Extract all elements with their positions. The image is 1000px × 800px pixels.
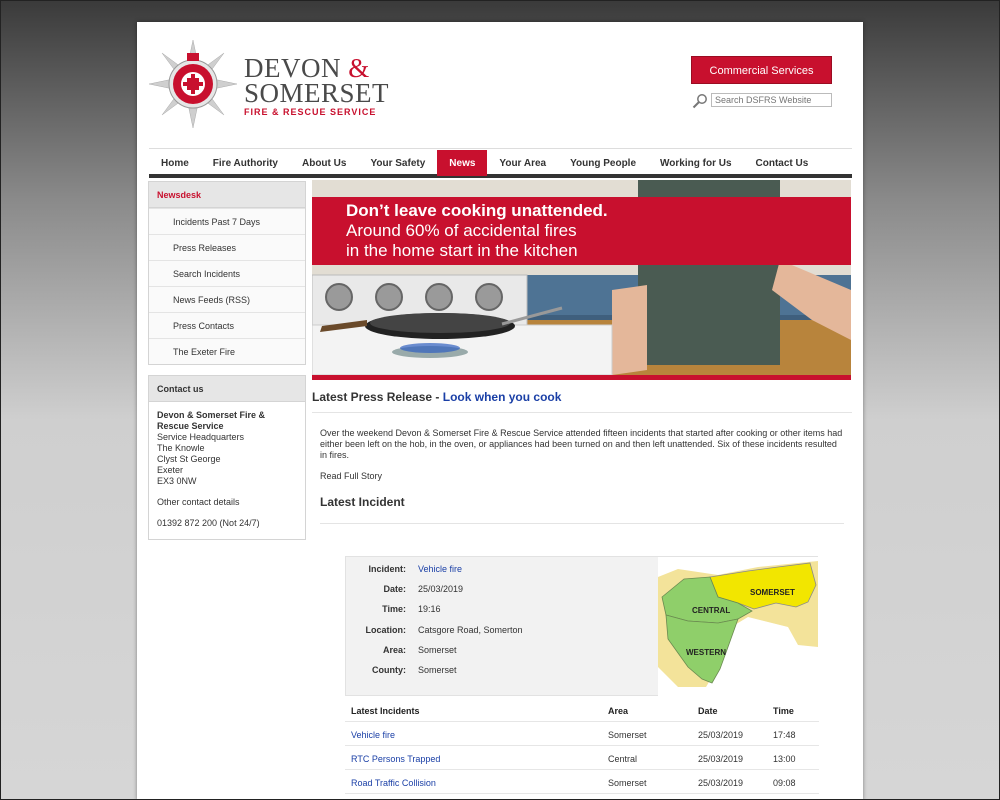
contact-phone: 01392 872 200 (Not 24/7) [157, 518, 260, 528]
incident-location: Catsgore Road, Somerton [418, 625, 523, 635]
press-prefix: Latest Press Release - [312, 390, 443, 404]
sidebar-item-incidents-past-7-days[interactable]: Incidents Past 7 Days [149, 208, 305, 234]
banner-line-1: Don’t leave cooking unattended. [346, 201, 608, 220]
newsdesk-title[interactable]: Newsdesk [149, 182, 305, 208]
press-release-link[interactable]: Look when you cook [442, 390, 562, 404]
time-label: Time: [382, 604, 406, 614]
press-release-title [312, 390, 852, 413]
contact-line: Service Headquarters [157, 432, 245, 442]
nav-contact-us[interactable]: Contact Us [755, 157, 809, 169]
incident-row-area: Somerset [608, 730, 647, 740]
page [137, 22, 863, 800]
nav-your-safety[interactable]: Your Safety [370, 157, 426, 169]
contact-title: Contact us [149, 376, 305, 402]
banner-line-2: Around 60% of accidental fires [346, 221, 577, 240]
incident-label: Incident: [368, 564, 406, 574]
map-label-western: WESTERN [686, 648, 726, 657]
date-label: Date: [383, 584, 406, 594]
nav-your-area[interactable]: Your Area [499, 157, 547, 169]
table-header-row [345, 700, 819, 722]
newsdesk-menu [148, 181, 306, 365]
incident-row-date: 25/03/2019 [698, 754, 744, 764]
sidebar-item-search-incidents[interactable]: Search Incidents [149, 260, 305, 286]
logo-subtitle: FIRE & RESCUE SERVICE [244, 107, 377, 117]
col-header-date: Date [698, 706, 718, 716]
incident-row-link[interactable]: Vehicle fire [351, 730, 396, 740]
incident-row-time: 17:48 [773, 730, 796, 740]
contact-line: EX3 0NW [157, 476, 197, 486]
logo-devon: DEVON [244, 53, 341, 83]
sidebar-item-press-releases[interactable]: Press Releases [149, 234, 305, 260]
incident-date: 25/03/2019 [418, 584, 464, 594]
incident-row-area: Somerset [608, 778, 647, 788]
col-header-time: Time [773, 706, 794, 716]
search-input[interactable] [711, 93, 832, 107]
contact-line: The Knowle [157, 443, 205, 453]
banner-text [312, 197, 851, 265]
sidebar-item-news-feeds[interactable]: News Feeds (RSS) [149, 286, 305, 312]
contact-line: Clyst St George [157, 454, 221, 464]
logo-wordmark[interactable] [244, 53, 390, 117]
main-content [312, 390, 852, 788]
cooking-safety-banner[interactable] [312, 180, 851, 380]
sidebar-item-exeter-fire[interactable]: The Exeter Fire [149, 338, 305, 364]
table-row [345, 746, 819, 770]
incident-area: Somerset [418, 645, 457, 655]
nav-young-people[interactable]: Young People [570, 157, 637, 169]
incident-row-date: 25/03/2019 [698, 778, 744, 788]
latest-incident-card [345, 556, 818, 696]
search-icon[interactable] [692, 93, 708, 109]
incident-row-time: 13:00 [773, 754, 796, 764]
incident-row-time: 09:08 [773, 778, 796, 788]
incident-row-link[interactable]: RTC Persons Trapped [351, 754, 441, 764]
table-row [345, 770, 819, 794]
col-header-area: Area [608, 706, 629, 716]
nav-working-for-us[interactable]: Working for Us [660, 157, 732, 169]
logo-somerset: SOMERSET [244, 78, 390, 108]
sidebar-item-press-contacts[interactable]: Press Contacts [149, 312, 305, 338]
contact-org: Devon & Somerset Fire & Rescue Service [157, 410, 266, 431]
incident-county: Somerset [418, 665, 457, 675]
contact-box [148, 375, 306, 540]
latest-incident-heading: Latest Incident [320, 495, 844, 524]
table-row [345, 722, 819, 746]
incident-row-date: 25/03/2019 [698, 730, 744, 740]
nav-home[interactable]: Home [161, 157, 189, 169]
logo-ampersand: & [348, 53, 370, 83]
other-contact-link[interactable]: Other contact details [157, 497, 240, 507]
incident-row-area: Central [608, 754, 638, 764]
incident-row-link[interactable]: Road Traffic Collision [351, 778, 436, 788]
county-label: County: [372, 665, 406, 675]
read-full-story-link[interactable]: Read Full Story [320, 471, 383, 481]
map-label-central: CENTRAL [692, 606, 731, 615]
area-map[interactable] [658, 557, 818, 696]
nav-about-us[interactable]: About Us [301, 157, 347, 169]
fire-service-crest-icon[interactable] [149, 40, 237, 128]
col-header-incident: Latest Incidents [351, 706, 420, 716]
contact-line: Exeter [157, 465, 184, 475]
commercial-services-button[interactable]: Commercial Services [691, 56, 832, 84]
sidebar [148, 181, 306, 550]
incident-time: 19:16 [418, 604, 441, 614]
press-release-body: Over the weekend Devon & Somerset Fire & Rescue Service attended fifteen incidents that started after cooking or other items had either been left on the hob, in the oven, or appliances had been turned on and then left unattended. Six of these incidents resulted in fires. [320, 428, 843, 460]
banner-line-3: in the home start in the kitchen [346, 241, 578, 260]
main-nav [149, 148, 852, 178]
area-label: Area: [382, 645, 406, 655]
nav-fire-authority[interactable]: Fire Authority [212, 157, 278, 169]
map-label-somerset: SOMERSET [750, 588, 795, 597]
nav-news[interactable]: News [437, 150, 487, 176]
latest-incidents-table [345, 700, 819, 794]
location-label: Location: [365, 625, 406, 635]
incident-link[interactable]: Vehicle fire [418, 564, 463, 574]
